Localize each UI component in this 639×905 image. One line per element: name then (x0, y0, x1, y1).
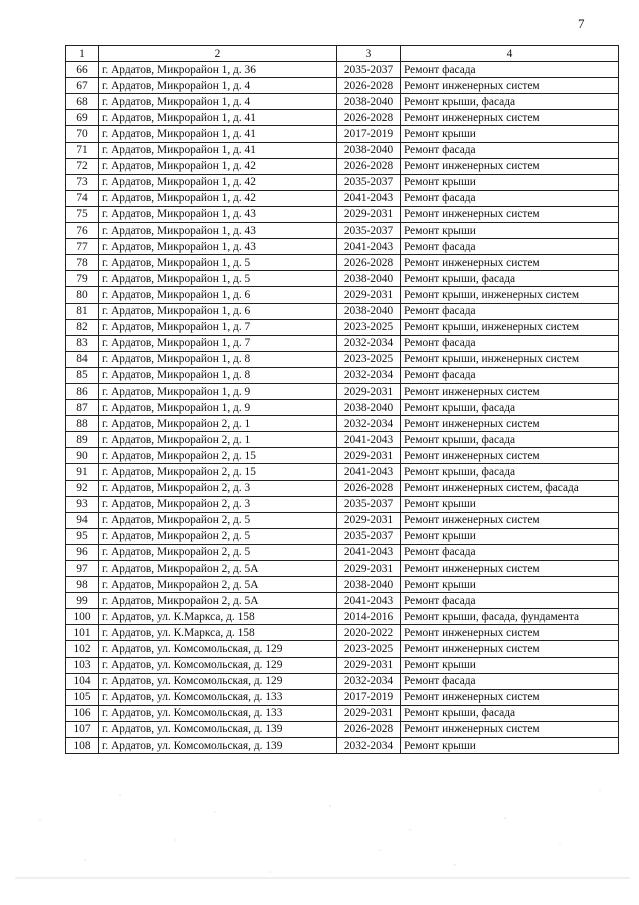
repair-period-cell: 2038-2040 (337, 577, 401, 593)
work-type-cell: Ремонт крыши (401, 174, 619, 190)
table-row (66, 673, 619, 689)
column-header-number: 1 (66, 46, 99, 62)
address-cell: г. Ардатов, Микрорайон 1, д. 6 (99, 303, 337, 319)
table-row (66, 593, 619, 609)
table-row (66, 464, 619, 480)
repair-period-cell: 2023-2025 (337, 641, 401, 657)
repair-period-cell: 2017-2019 (337, 126, 401, 142)
work-type-cell: Ремонт крыши, фасада (401, 94, 619, 110)
address-cell: г. Ардатов, ул. Комсомольская, д. 139 (99, 738, 337, 754)
address-cell: г. Ардатов, ул. К.Маркса, д. 158 (99, 609, 337, 625)
table-row (66, 496, 619, 512)
page-number: 7 (578, 16, 585, 31)
repair-period-cell: 2029-2031 (337, 705, 401, 721)
work-type-cell: Ремонт фасада (401, 62, 619, 78)
address-cell: г. Ардатов, Микрорайон 2, д. 5 (99, 512, 337, 528)
address-cell: г. Ардатов, Микрорайон 1, д. 42 (99, 174, 337, 190)
work-type-cell: Ремонт инженерных систем (401, 448, 619, 464)
row-number-cell: 105 (66, 689, 99, 705)
row-number-cell: 107 (66, 721, 99, 737)
address-cell: г. Ардатов, ул. Комсомольская, д. 129 (99, 641, 337, 657)
repair-period-cell: 2041-2043 (337, 593, 401, 609)
table-row (66, 206, 619, 222)
row-number-cell: 82 (66, 319, 99, 335)
row-number-cell: 66 (66, 62, 99, 78)
row-number-cell: 78 (66, 255, 99, 271)
work-type-cell: Ремонт инженерных систем (401, 721, 619, 737)
table-row (66, 223, 619, 239)
table-row (66, 609, 619, 625)
row-number-cell: 96 (66, 544, 99, 560)
repair-period-cell: 2032-2034 (337, 367, 401, 383)
table-row (66, 738, 619, 754)
work-type-cell: Ремонт инженерных систем (401, 383, 619, 399)
repair-period-cell: 2038-2040 (337, 271, 401, 287)
address-cell: г. Ардатов, Микрорайон 2, д. 15 (99, 448, 337, 464)
repair-period-cell: 2026-2028 (337, 721, 401, 737)
repair-period-cell: 2038-2040 (337, 400, 401, 416)
repair-period-cell: 2032-2034 (337, 416, 401, 432)
address-cell: г. Ардатов, Микрорайон 1, д. 42 (99, 158, 337, 174)
row-number-cell: 79 (66, 271, 99, 287)
repair-period-cell: 2029-2031 (337, 448, 401, 464)
table-row (66, 335, 619, 351)
address-cell: г. Ардатов, Микрорайон 1, д. 36 (99, 62, 337, 78)
table-row (66, 78, 619, 94)
address-cell: г. Ардатов, ул. Комсомольская, д. 129 (99, 657, 337, 673)
row-number-cell: 102 (66, 641, 99, 657)
table-row (66, 577, 619, 593)
row-number-cell: 101 (66, 625, 99, 641)
row-number-cell: 83 (66, 335, 99, 351)
repair-schedule-table (65, 45, 619, 754)
repair-period-cell: 2038-2040 (337, 142, 401, 158)
work-type-cell: Ремонт инженерных систем (401, 206, 619, 222)
work-type-cell: Ремонт крыши (401, 223, 619, 239)
address-cell: г. Ардатов, ул. Комсомольская, д. 129 (99, 673, 337, 689)
table-row (66, 110, 619, 126)
address-cell: г. Ардатов, Микрорайон 1, д. 41 (99, 126, 337, 142)
row-number-cell: 67 (66, 78, 99, 94)
address-cell: г. Ардатов, Микрорайон 2, д. 3 (99, 480, 337, 496)
address-cell: г. Ардатов, Микрорайон 1, д. 4 (99, 78, 337, 94)
row-number-cell: 70 (66, 126, 99, 142)
address-cell: г. Ардатов, Микрорайон 2, д. 1 (99, 416, 337, 432)
table-body (66, 62, 619, 754)
table-row (66, 721, 619, 737)
table-row (66, 94, 619, 110)
row-number-cell: 87 (66, 400, 99, 416)
table-row (66, 126, 619, 142)
address-cell: г. Ардатов, Микрорайон 1, д. 8 (99, 367, 337, 383)
repair-period-cell: 2041-2043 (337, 544, 401, 560)
table-row (66, 62, 619, 78)
repair-period-cell: 2029-2031 (337, 383, 401, 399)
work-type-cell: Ремонт фасада (401, 190, 619, 206)
table-row (66, 158, 619, 174)
work-type-cell: Ремонт крыши, фасада (401, 432, 619, 448)
repair-period-cell: 2035-2037 (337, 223, 401, 239)
work-type-cell: Ремонт фасада (401, 593, 619, 609)
address-cell: г. Ардатов, Микрорайон 1, д. 43 (99, 206, 337, 222)
row-number-cell: 73 (66, 174, 99, 190)
repair-period-cell: 2041-2043 (337, 190, 401, 206)
address-cell: г. Ардатов, Микрорайон 2, д. 15 (99, 464, 337, 480)
work-type-cell: Ремонт фасада (401, 303, 619, 319)
work-type-cell: Ремонт инженерных систем (401, 512, 619, 528)
repair-period-cell: 2026-2028 (337, 78, 401, 94)
work-type-cell: Ремонт инженерных систем (401, 641, 619, 657)
address-cell: г. Ардатов, Микрорайон 2, д. 3 (99, 496, 337, 512)
work-type-cell: Ремонт фасада (401, 142, 619, 158)
table-row (66, 657, 619, 673)
work-type-cell: Ремонт инженерных систем (401, 689, 619, 705)
repair-period-cell: 2026-2028 (337, 158, 401, 174)
repair-period-cell: 2041-2043 (337, 239, 401, 255)
table-row (66, 705, 619, 721)
repair-period-cell: 2026-2028 (337, 480, 401, 496)
address-cell: г. Ардатов, Микрорайон 2, д. 5А (99, 593, 337, 609)
row-number-cell: 86 (66, 383, 99, 399)
repair-period-cell: 2029-2031 (337, 512, 401, 528)
address-cell: г. Ардатов, Микрорайон 1, д. 42 (99, 190, 337, 206)
row-number-cell: 90 (66, 448, 99, 464)
row-number-cell: 89 (66, 432, 99, 448)
work-type-cell: Ремонт крыши, фасада (401, 464, 619, 480)
address-cell: г. Ардатов, Микрорайон 2, д. 5А (99, 561, 337, 577)
table-row (66, 625, 619, 641)
row-number-cell: 108 (66, 738, 99, 754)
address-cell: г. Ардатов, Микрорайон 1, д. 43 (99, 223, 337, 239)
address-cell: г. Ардатов, Микрорайон 1, д. 4 (99, 94, 337, 110)
table-row (66, 641, 619, 657)
address-cell: г. Ардатов, Микрорайон 1, д. 41 (99, 142, 337, 158)
table-row (66, 319, 619, 335)
repair-period-cell: 2038-2040 (337, 303, 401, 319)
work-type-cell: Ремонт инженерных систем (401, 158, 619, 174)
address-cell: г. Ардатов, Микрорайон 2, д. 5 (99, 528, 337, 544)
work-type-cell: Ремонт фасада (401, 367, 619, 383)
address-cell: г. Ардатов, ул. Комсомольская, д. 133 (99, 689, 337, 705)
repair-period-cell: 2041-2043 (337, 464, 401, 480)
repair-period-cell: 2041-2043 (337, 432, 401, 448)
address-cell: г. Ардатов, Микрорайон 1, д. 5 (99, 271, 337, 287)
table-row (66, 303, 619, 319)
repair-period-cell: 2026-2028 (337, 110, 401, 126)
table-row (66, 190, 619, 206)
table-row (66, 142, 619, 158)
row-number-cell: 76 (66, 223, 99, 239)
row-number-cell: 77 (66, 239, 99, 255)
work-type-cell: Ремонт крыши, фасада (401, 271, 619, 287)
table-row (66, 351, 619, 367)
address-cell: г. Ардатов, Микрорайон 1, д. 7 (99, 335, 337, 351)
column-header-address: 2 (99, 46, 337, 62)
table-row (66, 400, 619, 416)
table-row (66, 174, 619, 190)
table-row (66, 512, 619, 528)
work-type-cell: Ремонт крыши, фасада (401, 400, 619, 416)
row-number-cell: 99 (66, 593, 99, 609)
work-type-cell: Ремонт крыши (401, 657, 619, 673)
repair-period-cell: 2032-2034 (337, 738, 401, 754)
repair-period-cell: 2035-2037 (337, 528, 401, 544)
row-number-cell: 92 (66, 480, 99, 496)
work-type-cell: Ремонт крыши, инженерных систем (401, 351, 619, 367)
work-type-cell: Ремонт фасада (401, 673, 619, 689)
address-cell: г. Ардатов, Микрорайон 1, д. 8 (99, 351, 337, 367)
address-cell: г. Ардатов, Микрорайон 1, д. 5 (99, 255, 337, 271)
row-number-cell: 94 (66, 512, 99, 528)
repair-period-cell: 2032-2034 (337, 335, 401, 351)
work-type-cell: Ремонт крыши, инженерных систем (401, 287, 619, 303)
row-number-cell: 88 (66, 416, 99, 432)
work-type-cell: Ремонт крыши (401, 126, 619, 142)
row-number-cell: 85 (66, 367, 99, 383)
work-type-cell: Ремонт инженерных систем (401, 416, 619, 432)
work-type-cell: Ремонт фасада (401, 239, 619, 255)
row-number-cell: 103 (66, 657, 99, 673)
work-type-cell: Ремонт фасада (401, 544, 619, 560)
address-cell: г. Ардатов, Микрорайон 1, д. 9 (99, 400, 337, 416)
address-cell: г. Ардатов, Микрорайон 2, д. 5А (99, 577, 337, 593)
column-header-work-type: 4 (401, 46, 619, 62)
address-cell: г. Ардатов, ул. Комсомольская, д. 139 (99, 721, 337, 737)
table-row (66, 287, 619, 303)
row-number-cell: 100 (66, 609, 99, 625)
row-number-cell: 69 (66, 110, 99, 126)
address-cell: г. Ардатов, Микрорайон 1, д. 6 (99, 287, 337, 303)
work-type-cell: Ремонт крыши (401, 528, 619, 544)
address-cell: г. Ардатов, ул. К.Маркса, д. 158 (99, 625, 337, 641)
table-row (66, 383, 619, 399)
repair-period-cell: 2017-2019 (337, 689, 401, 705)
column-header-period: 3 (337, 46, 401, 62)
work-type-cell: Ремонт инженерных систем, фасада (401, 480, 619, 496)
row-number-cell: 104 (66, 673, 99, 689)
table-row (66, 544, 619, 560)
table-row (66, 528, 619, 544)
row-number-cell: 98 (66, 577, 99, 593)
work-type-cell: Ремонт фасада (401, 335, 619, 351)
address-cell: г. Ардатов, ул. Комсомольская, д. 133 (99, 705, 337, 721)
work-type-cell: Ремонт инженерных систем (401, 625, 619, 641)
table-row (66, 271, 619, 287)
work-type-cell: Ремонт крыши (401, 496, 619, 512)
row-number-cell: 75 (66, 206, 99, 222)
repair-period-cell: 2014-2016 (337, 609, 401, 625)
repair-period-cell: 2032-2034 (337, 673, 401, 689)
row-number-cell: 80 (66, 287, 99, 303)
table-row (66, 432, 619, 448)
address-cell: г. Ардатов, Микрорайон 1, д. 43 (99, 239, 337, 255)
table-row (66, 255, 619, 271)
table-row (66, 239, 619, 255)
work-type-cell: Ремонт инженерных систем (401, 255, 619, 271)
repair-period-cell: 2023-2025 (337, 351, 401, 367)
repair-period-cell: 2020-2022 (337, 625, 401, 641)
row-number-cell: 72 (66, 158, 99, 174)
table-row (66, 416, 619, 432)
work-type-cell: Ремонт инженерных систем (401, 110, 619, 126)
table-row (66, 480, 619, 496)
table-header-row (66, 46, 619, 62)
repair-period-cell: 2029-2031 (337, 561, 401, 577)
row-number-cell: 74 (66, 190, 99, 206)
work-type-cell: Ремонт инженерных систем (401, 561, 619, 577)
repair-period-cell: 2029-2031 (337, 287, 401, 303)
work-type-cell: Ремонт крыши, инженерных систем (401, 319, 619, 335)
address-cell: г. Ардатов, Микрорайон 2, д. 5 (99, 544, 337, 560)
address-cell: г. Ардатов, Микрорайон 1, д. 41 (99, 110, 337, 126)
row-number-cell: 106 (66, 705, 99, 721)
work-type-cell: Ремонт крыши, фасада (401, 705, 619, 721)
repair-period-cell: 2029-2031 (337, 657, 401, 673)
address-cell: г. Ардатов, Микрорайон 2, д. 1 (99, 432, 337, 448)
row-number-cell: 71 (66, 142, 99, 158)
work-type-cell: Ремонт крыши (401, 738, 619, 754)
row-number-cell: 81 (66, 303, 99, 319)
repair-period-cell: 2023-2025 (337, 319, 401, 335)
address-cell: г. Ардатов, Микрорайон 1, д. 7 (99, 319, 337, 335)
row-number-cell: 91 (66, 464, 99, 480)
repair-period-cell: 2035-2037 (337, 174, 401, 190)
repair-period-cell: 2038-2040 (337, 94, 401, 110)
table-row (66, 367, 619, 383)
repair-period-cell: 2029-2031 (337, 206, 401, 222)
repair-period-cell: 2026-2028 (337, 255, 401, 271)
work-type-cell: Ремонт крыши, фасада, фундамента (401, 609, 619, 625)
row-number-cell: 97 (66, 561, 99, 577)
row-number-cell: 68 (66, 94, 99, 110)
work-type-cell: Ремонт крыши (401, 577, 619, 593)
row-number-cell: 93 (66, 496, 99, 512)
row-number-cell: 95 (66, 528, 99, 544)
address-cell: г. Ардатов, Микрорайон 1, д. 9 (99, 383, 337, 399)
repair-period-cell: 2035-2037 (337, 62, 401, 78)
row-number-cell: 84 (66, 351, 99, 367)
work-type-cell: Ремонт инженерных систем (401, 78, 619, 94)
table-row (66, 448, 619, 464)
repair-period-cell: 2035-2037 (337, 496, 401, 512)
table-row (66, 689, 619, 705)
table-row (66, 561, 619, 577)
